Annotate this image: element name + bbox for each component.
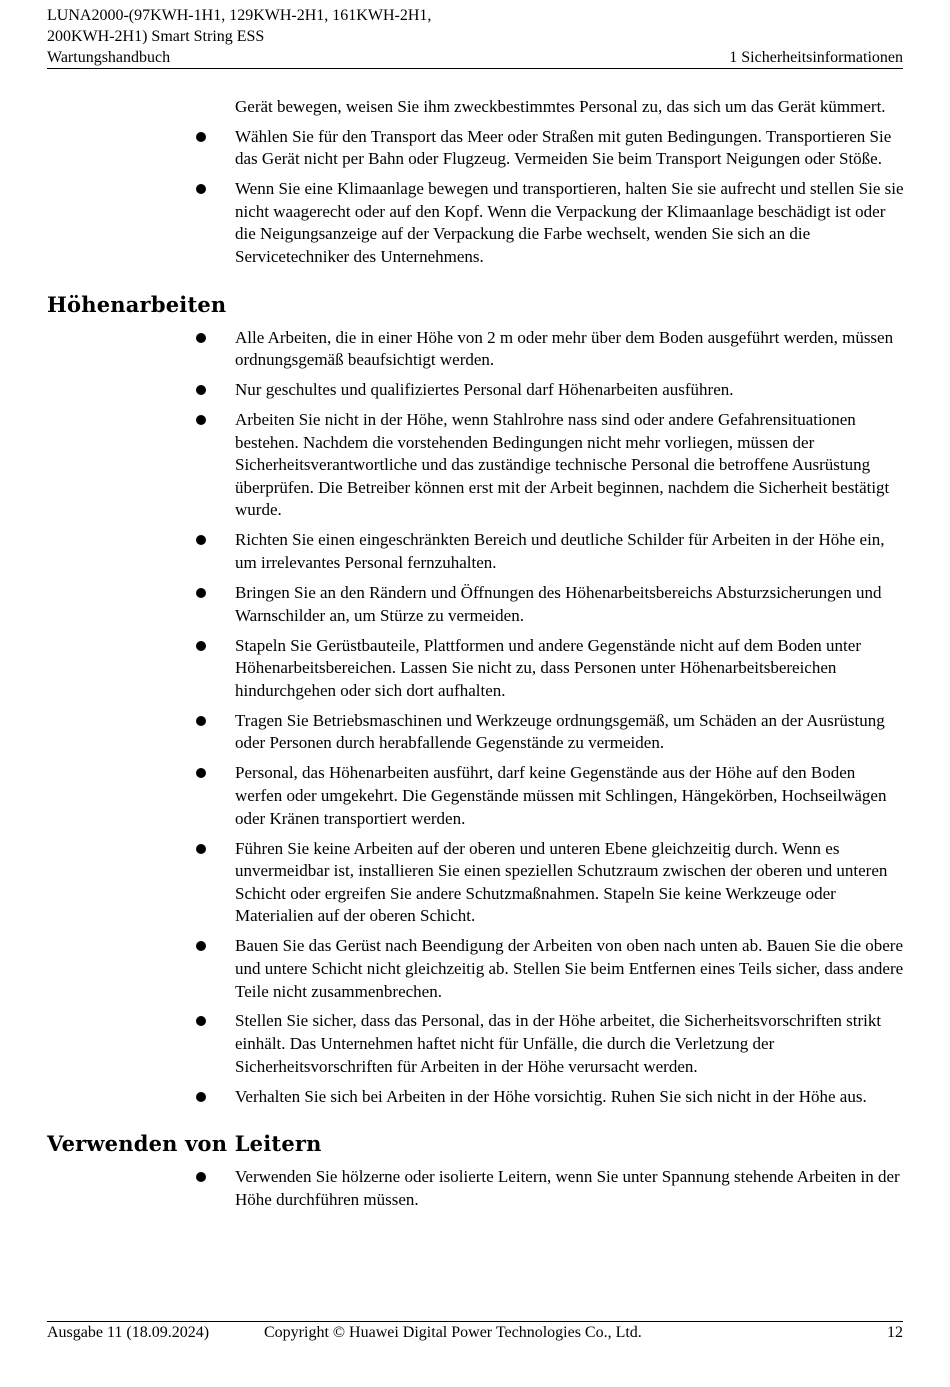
document-title-line-2: 200KWH-2H1) Smart String ESS <box>47 28 265 45</box>
list-item: Wenn Sie eine Klimaanlage bewegen und transportieren, halten Sie sie aufrecht und stellen Sie sie nicht waagerecht oder auf den Kopf. Wenn die Verpackung der Klimaanlage beschädigt ist oder die Neigungsanzeige auf der Verpackung die Farbe wechselt, wenden Sie sich an die Servicetechniker des Unternehmens. <box>235 178 905 268</box>
bullet-icon <box>196 1092 206 1102</box>
bullet-icon <box>196 768 206 778</box>
bullet-icon <box>196 941 206 951</box>
list-item: Stapeln Sie Gerüstbauteile, Plattformen und andere Gegenstände nicht auf dem Boden unter Höhenarbeitsbereichen. Lassen Sie nicht zu, dass Personen unter Höhenarbeitsbereichen hindurchgehen oder sich dort aufhalten. <box>235 635 905 703</box>
bullet-icon <box>196 1172 206 1182</box>
bullet-icon <box>196 333 206 343</box>
header-divider <box>47 68 903 69</box>
bullet-icon <box>196 1016 206 1026</box>
list-item: Bauen Sie das Gerüst nach Beendigung der Arbeiten von oben nach unten ab. Bauen Sie die obere und untere Schicht nicht gleichzeitig ab. Stellen Sie beim Entfernen eines Teils sicher, dass andere Teile nicht zusammenbrechen. <box>235 935 905 1003</box>
section-heading-ladders: Verwenden von Leitern <box>47 1131 322 1157</box>
height-work-bullet-list <box>0 327 950 1109</box>
manual-name: Wartungshandbuch <box>47 49 171 66</box>
list-item: Wählen Sie für den Transport das Meer oder Straßen mit guten Bedingungen. Transportieren Sie das Gerät nicht per Bahn oder Flugzeug. Vermeiden Sie beim Transport Neigungen oder Stöße. <box>235 126 905 171</box>
document-title-line-1: LUNA2000-(97KWH-1H1, 129KWH-2H1, 161KWH-2H1, <box>47 7 432 24</box>
page-footer <box>47 1322 903 1343</box>
bullet-icon <box>196 716 206 726</box>
bullet-icon <box>196 385 206 395</box>
list-item: Personal, das Höhenarbeiten ausführt, darf keine Gegenstände aus der Höhe auf den Boden werfen oder umgekehrt. Die Gegenstände müssen mit Schlingen, Hängekörben, Hochseilwägen oder Kränen transportiert werden. <box>235 762 905 830</box>
chapter-title: 1 Sicherheitsinformationen <box>729 49 903 66</box>
section-heading-height-work: Höhenarbeiten <box>47 291 227 317</box>
list-item: Nur geschultes und qualifiziertes Personal darf Höhenarbeiten ausführen. <box>235 379 905 402</box>
page-number: 12 <box>887 1324 903 1341</box>
bullet-icon <box>196 184 206 194</box>
page-content <box>0 96 950 1219</box>
ladders-bullet-list <box>0 1166 950 1211</box>
bullet-icon <box>196 535 206 545</box>
list-item: Alle Arbeiten, die in einer Höhe von 2 m oder mehr über dem Boden ausgeführt werden, müssen ordnungsgemäß beaufsichtigt werden. <box>235 327 905 372</box>
list-item: Tragen Sie Betriebsmaschinen und Werkzeuge ordnungsgemäß, um Schäden an der Ausrüstung oder Personen durch herabfallende Gegenstände zu vermeiden. <box>235 710 905 755</box>
issue-date: Ausgabe 11 (18.09.2024) <box>47 1324 210 1341</box>
bullet-icon <box>196 641 206 651</box>
bullet-icon <box>196 844 206 854</box>
copyright-notice: Copyright © Huawei Digital Power Technologies Co., Ltd. <box>264 1324 642 1341</box>
list-item: Verwenden Sie hölzerne oder isolierte Leitern, wenn Sie unter Spannung stehende Arbeiten in der Höhe durchführen müssen. <box>235 1166 905 1211</box>
page-header <box>47 5 903 68</box>
bullet-icon <box>196 588 206 598</box>
list-item: Richten Sie einen eingeschränkten Bereich und deutliche Schilder für Arbeiten in der Höhe ein, um irrelevantes Personal fernzuhalten. <box>235 529 905 574</box>
continuation-paragraph: Gerät bewegen, weisen Sie ihm zweckbestimmtes Personal zu, das sich um das Gerät kümmert. <box>235 97 886 116</box>
bullet-icon <box>196 132 206 142</box>
list-item: Verhalten Sie sich bei Arbeiten in der Höhe vorsichtig. Ruhen Sie sich nicht in der Höhe aus. <box>235 1086 905 1109</box>
list-item: Stellen Sie sicher, dass das Personal, das in der Höhe arbeitet, die Sicherheitsvorschriften strikt einhält. Das Unternehmen haftet nicht für Unfälle, die durch die Verletzung der Sicherheitsvorschriften für Arbeiten in der Höhe verursacht werden. <box>235 1010 905 1078</box>
list-item: Bringen Sie an den Rändern und Öffnungen des Höhenarbeitsbereichs Absturzsicherungen und Warnschilder an, um Stürze zu vermeiden. <box>235 582 905 627</box>
list-item: Arbeiten Sie nicht in der Höhe, wenn Stahlrohre nass sind oder andere Gefahrensituationen bestehen. Nachdem die vorstehenden Bedingungen nicht mehr vorliegen, müssen der Sicherheitsverantwortliche und das zuständige technische Personal die betroffene Ausrüstung überprüfen. Die Betreiber können erst mit der Arbeit beginnen, nachdem die Sicherheit bestätigt wurde. <box>235 409 905 522</box>
transport-bullet-list <box>0 126 950 269</box>
list-item: Führen Sie keine Arbeiten auf der oberen und unteren Ebene gleichzeitig durch. Wenn es unvermeidbar ist, installieren Sie einen speziellen Schutzraum zwischen der oberen und unteren Schicht oder ergreifen Sie andere Schutzmaßnahmen. Stapeln Sie keine Werkzeuge oder Materialien auf der oberen Schicht. <box>235 838 905 928</box>
bullet-icon <box>196 415 206 425</box>
